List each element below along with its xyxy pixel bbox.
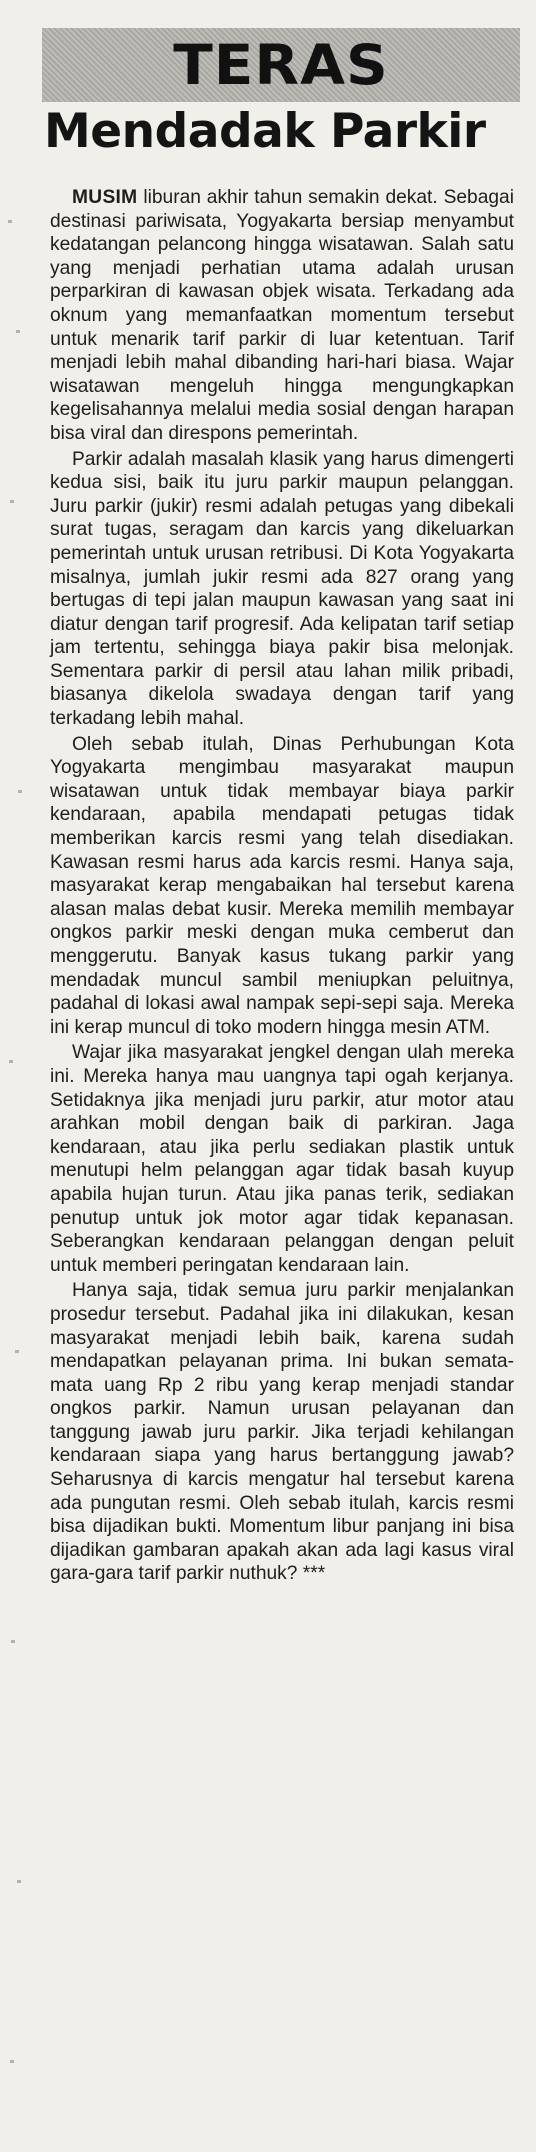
article-paragraph-5: Hanya saja, tidak semua juru parkir menjalankan prosedur tersebut. Padahal jika ini dilakukan, kesan masyarakat menjadi lebih baik, karena sudah mendapatkan pelayanan prima. Ini bukan semata-mata uang Rp 2 ribu yang kerap menjadi standar ongkos parkir. Namun urusan pelayanan dan tanggung jawab juru parkir. Jika terjadi kehilangan kendaraan siapa yang harus bertanggung jawab? Seharusnya di karcis mengatur hal tersebut karena ada pungutan resmi. Oleh sebab itulah, karcis resmi bisa dijadikan bukti. Momentum libur panjang ini bisa dijadikan gambaran apakah akan ada lagi kasus viral gara-gara tarif parkir nuthuk? *** bbox=[50, 1280, 514, 1585]
article-paragraph-1 bbox=[50, 186, 514, 446]
paragraph-1-text: liburan akhir tahun semakin dekat. Sebagai destinasi pariwisata, Yogyakarta bersiap menyambut kedatangan pelancong hingga wisatawan. Salah satu yang menjadi perhatian utama adalah urusan perparkiran di kawasan objek wisata. Terkadang ada oknum yang memanfaatkan momentum tersebut untuk menarik tarif parkir di luar ketentuan. Tarif menjadi lebih mahal dibanding hari-hari biasa. Wajar wisatawan mengeluh hingga mengungkapkan kegelisahannya melalui media sosial dengan harapan bisa viral dan direspons pemerintah. bbox=[50, 187, 514, 444]
scan-edge-marks bbox=[6, 180, 36, 2130]
article-paragraph-2: Parkir adalah masalah klasik yang harus dimengerti kedua sisi, baik itu juru parkir maupun pelanggan. Juru parkir (jukir) resmi adalah petugas yang dibekali surat tugas, seragam dan karcis yang dikeluarkan pemerintah untuk urusan retribusi. Di Kota Yogyakarta misalnya, jumlah jukir resmi ada 827 orang yang bertugas di tepi jalan maupun kawasan yang saat ini diatur dengan tarif progresif. Ada kelipatan tarif setiap jam tertentu, sehingga biaya pakir bisa melonjak. Sementara parkir di persil atau lahan milik pribadi, biasanya dikelola swadaya dengan tarif yang terkadang lebih mahal. bbox=[50, 448, 514, 730]
article-paragraph-4: Wajar jika masyarakat jengkel dengan ulah mereka ini. Mereka hanya mau uangnya tapi ogah kerjanya. Setidaknya jika menjadi juru parkir, atur motor atau arahkan mobil dengan baik di parkiran. Jaga kendaraan, atau jika perlu sediakan plastik untuk menutupi helm pelanggan agar tidak basah kuyup apabila hujan turun. Atau jika panas terik, sediakan penutup untuk jok motor agar tidak kepanasan. Seberangkan kendaraan pelanggan dengan peluit untuk memberi peringatan kendaraan lain. bbox=[50, 1042, 514, 1276]
lead-word: MUSIM bbox=[72, 187, 138, 208]
article-body bbox=[50, 186, 514, 1588]
section-rubric-banner bbox=[42, 28, 520, 102]
article-paragraph-3: Oleh sebab itulah, Dinas Perhubungan Kota Yogyakarta mengimbau masyarakat maupun wisatawan untuk tidak membayar biaya parkir kendaraan, apabila mendapati petugas tidak memberikan karcis resmi yang telah disediakan. Kawasan resmi harus ada karcis resmi. Hanya saja, masyarakat kerap mengabaikan hal tersebut karena alasan malas debat kusir. Mereka memilih membayar ongkos parkir meski dengan muka cemberut dan menggerutu. Banyak kasus tukang parkir yang mendadak muncul sambil meniupkan peluitnya, padahal di lokasi awal nampak sepi-sepi saja. Mereka ini kerap muncul di toko modern hingga mesin ATM. bbox=[50, 733, 514, 1038]
article-headline: Mendadak Parkir bbox=[44, 104, 486, 159]
section-rubric-label: TERAS bbox=[173, 32, 389, 98]
